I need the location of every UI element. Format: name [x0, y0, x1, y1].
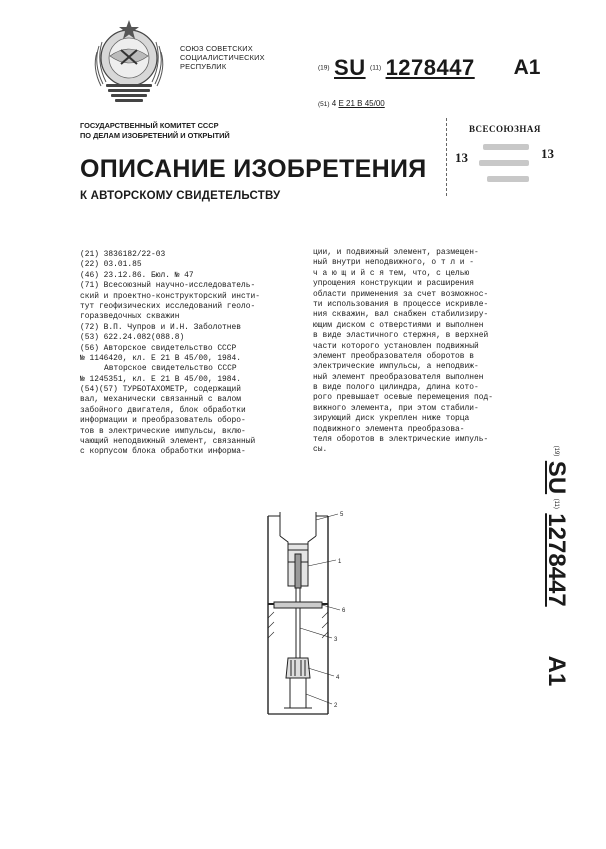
left-column-line: (54)(57) ТУРБОТАХОМЕТР, содержащий	[80, 385, 241, 395]
ipc-code: (51)	[318, 101, 330, 108]
right-column-text	[313, 248, 493, 456]
country-code: SU	[334, 55, 366, 80]
left-column-line: № 1146420, кл. Е 21 В 45/00, 1984.	[80, 353, 241, 363]
library-stamp	[446, 118, 563, 196]
right-column-line: теля оборотов в электрические импуль-	[313, 435, 489, 445]
right-column-line: ния скважин, вал снабжен стабилизиру-	[313, 310, 489, 320]
figure-label-4: 4	[336, 675, 340, 681]
right-column-line: упрощения конструкции и расширения	[313, 279, 474, 289]
patent-number: 1278447	[385, 55, 475, 80]
union-line-1: СОЮЗ СОВЕТСКИХ	[180, 44, 253, 53]
left-column-line: забойного двигателя, блок обработки	[80, 405, 246, 415]
right-column-line: сы.	[313, 445, 328, 455]
union-line-2: СОЦИАЛИСТИЧЕСКИХ	[180, 53, 265, 62]
right-column-line: в виде полого цилиндра, длина кото-	[313, 383, 479, 393]
side-patent-number-value: 1278447	[543, 513, 570, 607]
left-column-text	[80, 250, 260, 458]
side-code-19: (19)	[553, 445, 559, 457]
right-column-line: вижного элемента, при этом стабили-	[313, 403, 479, 413]
ipc-prefix: 4	[331, 99, 337, 108]
figure-label-2: 2	[334, 703, 338, 709]
ussr-emblem-icon	[88, 12, 170, 108]
left-column-line: № 1245351, кл. Е 21 В 45/00, 1984.	[80, 374, 241, 384]
left-column-line: вал, механически связанный с валом	[80, 395, 241, 405]
left-column-line: (46) 23.12.86. Бюл. № 47	[80, 270, 194, 280]
right-column-line: электрические импульсы, а неподвиж-	[313, 362, 479, 372]
left-column-line: тут геофизических исследований геоло-	[80, 301, 256, 311]
left-column-line: чающий неподвижный элемент, связанный	[80, 437, 256, 447]
left-column-line: Авторское свидетельство СССР	[104, 364, 237, 374]
figure-label-3: 3	[334, 637, 338, 643]
right-column-line: ти использования в процессе искривле-	[313, 299, 489, 309]
right-column-line: рого превышает осевые перемещения под-	[313, 393, 493, 403]
document-subtitle: К АВТОРСКОМУ СВИДЕТЕЛЬСТВУ	[80, 190, 281, 202]
left-column-line: ский и проектно-конструкторский инсти-	[80, 291, 260, 301]
left-column-line: (72) В.П. Чупров и И.Н. Заболотнев	[80, 322, 241, 332]
stamp-faint-text	[487, 176, 529, 182]
side-code-11: (11)	[553, 498, 559, 509]
left-column-line: (21) 3836182/22-03	[80, 250, 166, 259]
stamp-faint-text	[483, 144, 529, 150]
stamp-right-number: 13	[541, 146, 554, 161]
committee-line-2: ПО ДЕЛАМ ИЗОБРЕТЕНИЙ И ОТКРЫТИЙ	[80, 130, 230, 140]
right-column-line: зирующий диск укреплен ниже торца	[313, 414, 470, 424]
left-column-line: с корпусом блока обработки информа-	[80, 447, 246, 457]
right-column-line: области применения за счет возможнос-	[313, 289, 489, 299]
committee-name	[80, 121, 230, 140]
turbotachometer-drawing	[258, 508, 358, 732]
right-column-line: подвижного элемента преобразова-	[313, 424, 465, 434]
ipc-value: Е 21 В 45/00	[338, 99, 385, 108]
patent-kind: A1	[513, 56, 541, 79]
right-column-line: ции, и подвижный элемент, размещен-	[313, 248, 479, 257]
union-line-3: РЕСПУБЛИК	[180, 62, 227, 71]
right-column-line: в виде эластичного стержня, в верхней	[313, 331, 489, 341]
figure-label-1: 1	[338, 559, 342, 565]
ipc-classification	[318, 99, 385, 108]
code-19: (19)	[318, 64, 330, 72]
committee-line-1: ГОСУДАРСТВЕННЫЙ КОМИТЕТ СССР	[80, 121, 219, 130]
right-column-line: части которого установлен подвижный	[313, 341, 479, 351]
document-title: ОПИСАНИЕ ИЗОБРЕТЕНИЯ	[80, 155, 427, 183]
left-column-line: (22) 03.01.85	[80, 260, 142, 270]
left-column-line: информации и преобразователь оборо-	[80, 416, 246, 426]
stamp-left-number: 13	[455, 150, 468, 165]
stamp-title: ВСЕСОЮЗНАЯ	[469, 124, 541, 134]
right-column-line: ный элемент преобразователя выполнен	[313, 372, 484, 382]
left-column-line: (53) 622.24.082(088.8)	[80, 333, 185, 343]
right-column-line: ный внутри неподвижного, о т л и -	[313, 258, 474, 268]
side-country-code: SU	[543, 460, 570, 495]
right-column-line: ч а ю щ и й с я тем, что, с целью	[313, 268, 470, 278]
stamp-faint-text	[479, 160, 529, 166]
left-column-line: (71) Всесоюзный научно-исследователь-	[80, 281, 256, 291]
right-column-line: ющим диском с отверстиями и выполнен	[313, 320, 484, 330]
figure-label-5: 5	[340, 512, 344, 518]
code-11: (11)	[370, 64, 382, 72]
left-column-line: тов в электрические импульсы, вклю-	[80, 426, 246, 436]
left-column-line: горазведочных скважин	[80, 312, 180, 322]
patent-number-header	[318, 55, 540, 85]
right-column-line: элемент преобразователя оборотов в	[313, 351, 474, 361]
side-patent-number	[538, 445, 574, 687]
left-column-line: (56) Авторское свидетельство СССР	[80, 343, 237, 353]
union-name	[180, 44, 265, 71]
side-patent-kind: A1	[543, 655, 570, 687]
figure-label-6: 6	[342, 608, 346, 614]
